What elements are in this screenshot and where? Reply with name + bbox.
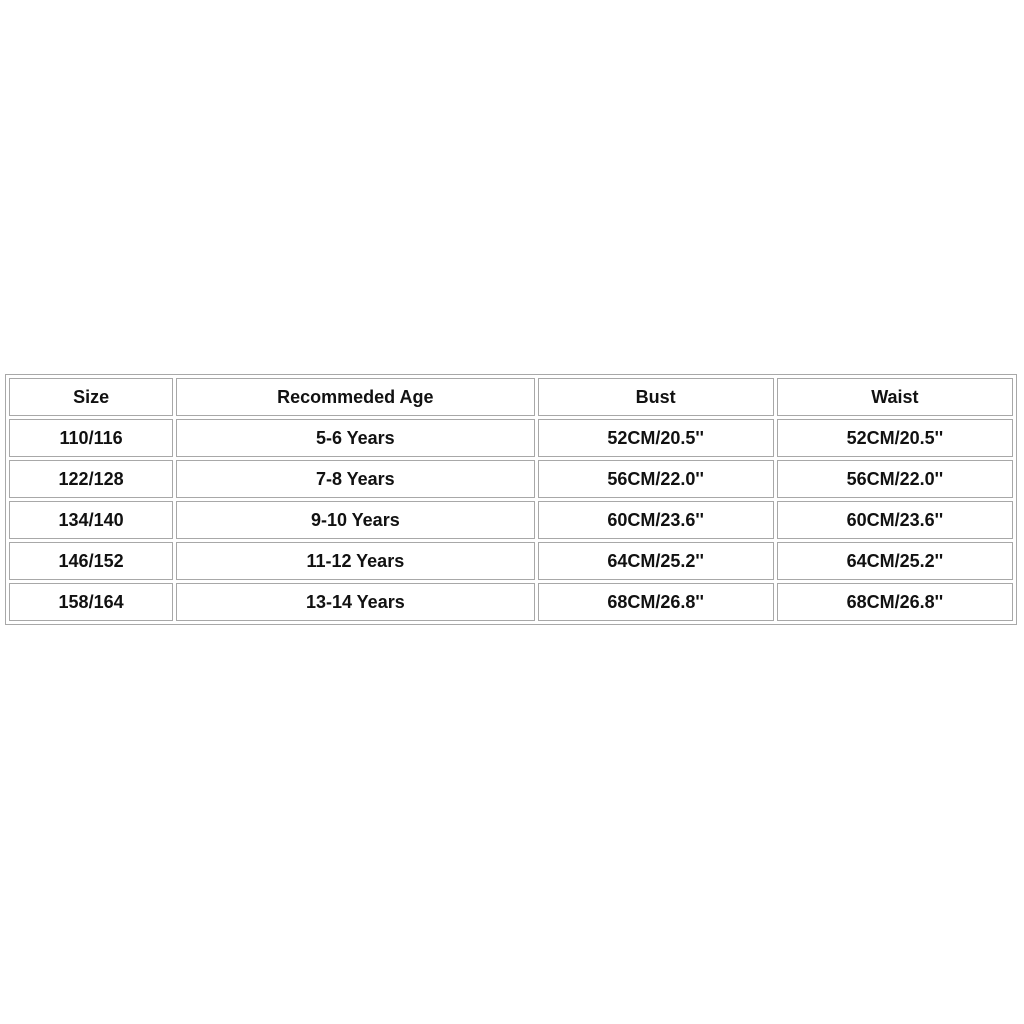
cell-waist: 68CM/26.8'' xyxy=(777,583,1013,621)
cell-bust: 64CM/25.2'' xyxy=(538,542,774,580)
header-bust: Bust xyxy=(538,378,774,416)
cell-age: 13-14 Years xyxy=(176,583,534,621)
cell-waist: 56CM/22.0'' xyxy=(777,460,1013,498)
cell-bust: 68CM/26.8'' xyxy=(538,583,774,621)
table-row xyxy=(9,501,1013,539)
cell-age: 11-12 Years xyxy=(176,542,534,580)
cell-bust: 56CM/22.0'' xyxy=(538,460,774,498)
table-row xyxy=(9,583,1013,621)
cell-size: 110/116 xyxy=(9,419,173,457)
cell-waist: 52CM/20.5'' xyxy=(777,419,1013,457)
table-row xyxy=(9,542,1013,580)
cell-age: 9-10 Years xyxy=(176,501,534,539)
header-waist: Waist xyxy=(777,378,1013,416)
cell-size: 134/140 xyxy=(9,501,173,539)
cell-size: 158/164 xyxy=(9,583,173,621)
header-size: Size xyxy=(9,378,173,416)
cell-waist: 64CM/25.2'' xyxy=(777,542,1013,580)
cell-bust: 60CM/23.6'' xyxy=(538,501,774,539)
header-row xyxy=(9,378,1013,416)
table-row xyxy=(9,419,1013,457)
cell-waist: 60CM/23.6'' xyxy=(777,501,1013,539)
size-chart-table xyxy=(5,374,1017,625)
cell-size: 122/128 xyxy=(9,460,173,498)
cell-bust: 52CM/20.5'' xyxy=(538,419,774,457)
table-row xyxy=(9,460,1013,498)
cell-age: 5-6 Years xyxy=(176,419,534,457)
cell-size: 146/152 xyxy=(9,542,173,580)
header-recommended-age: Recommeded Age xyxy=(176,378,534,416)
cell-age: 7-8 Years xyxy=(176,460,534,498)
